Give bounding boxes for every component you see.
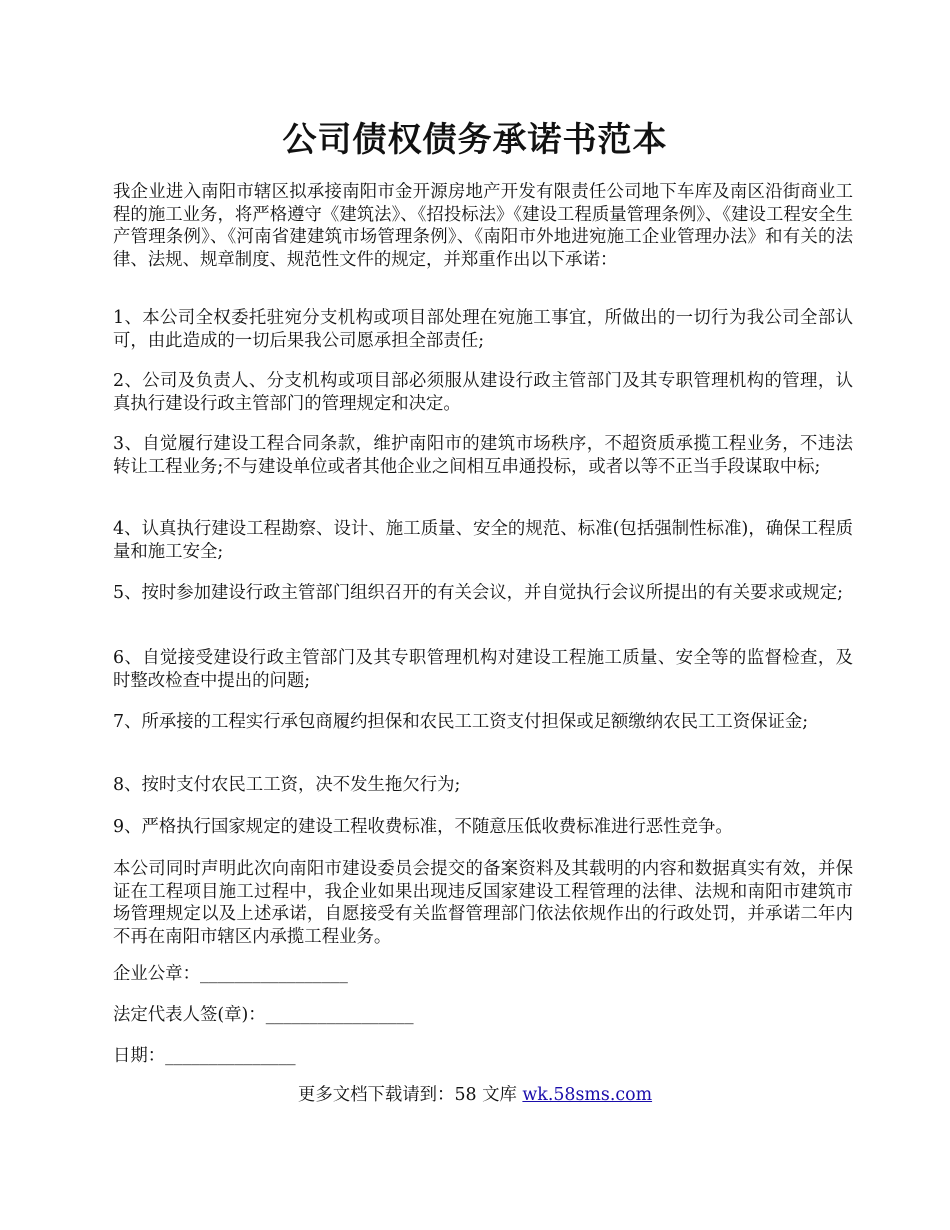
footer-text: 更多文档下载请到：58 文库 [297,1085,523,1105]
commitment-item-4: 4、认真执行建设工程勘察、设计、施工质量、安全的规范、标准(包括强制性标准)，确保工程质量和施工安全; [113,519,853,562]
commitment-item-2: 2、公司及负责人、分支机构或项目部必须服从建设行政主管部门及其专职管理机构的管理，认真执行建设行政主管部门的管理规定和决定。 [113,371,853,414]
document-title: 公司债权债务承诺书范本 [282,120,668,160]
date-line: 日期：_______________ [113,1046,296,1066]
commitment-item-9: 9、严格执行国家规定的建设工程收费标准，不随意压低收费标准进行恶性竞争。 [113,817,733,837]
commitment-item-8: 8、按时支付农民工工资，决不发生拖欠行为; [113,775,461,795]
closing-paragraph: 本公司同时声明此次向南阳市建设委员会提交的备案资料及其载明的内容和数据真实有效，并保证在工程项目施工过程中，我企业如果出现违反国家建设工程管理的法律、法规和南阳市建筑市场管理规定以及上述承诺，自愿接受有关监督管理部门依法依规作出的行政处罚，并承诺二年内不再在南阳市辖区内承揽工程业务。 [113,859,853,947]
footer-link[interactable]: wk.58sms.com [522,1085,653,1105]
commitment-item-1: 1、本公司全权委托驻宛分支机构或项目部处理在宛施工事宜，所做出的一切行为我公司全部认可，由此造成的一切后果我公司愿承担全部责任; [113,308,853,351]
legal-representative-line: 法定代表人签(章)：_________________ [113,1005,414,1025]
company-seal-line: 企业公章：_________________ [113,964,348,984]
commitment-item-7: 7、所承接的工程实行承包商履约担保和农民工工资支付担保或足额缴纳农民工工资保证金; [113,712,809,732]
commitment-item-6: 6、自觉接受建设行政主管部门及其专职管理机构对建设工程施工质量、安全等的监督检查，及时整改检查中提出的问题; [113,648,853,691]
footer [0,1084,950,1107]
commitment-item-5: 5、按时参加建设行政主管部门组织召开的有关会议，并自觉执行会议所提出的有关要求或规定; [113,583,843,603]
commitment-item-3: 3、自觉履行建设工程合同条款，维护南阳市的建筑市场秩序，不超资质承揽工程业务，不违法转让工程业务;不与建设单位或者其他企业之间相互串通投标，或者以等不正当手段谋取中标; [113,434,853,477]
intro-paragraph: 我企业进入南阳市辖区拟承接南阳市金开源房地产开发有限责任公司地下车库及南区沿街商业工程的施工业务，将严格遵守《建筑法》、《招投标法》《建设工程质量管理条例》、《建设工程安全生产管理条例》、《河南省建建筑市场管理条例》、《南阳市外地进宛施工企业管理办法》和有关的法律、法规、规章制度、规范性文件的规定，并郑重作出以下承诺： [113,182,853,270]
